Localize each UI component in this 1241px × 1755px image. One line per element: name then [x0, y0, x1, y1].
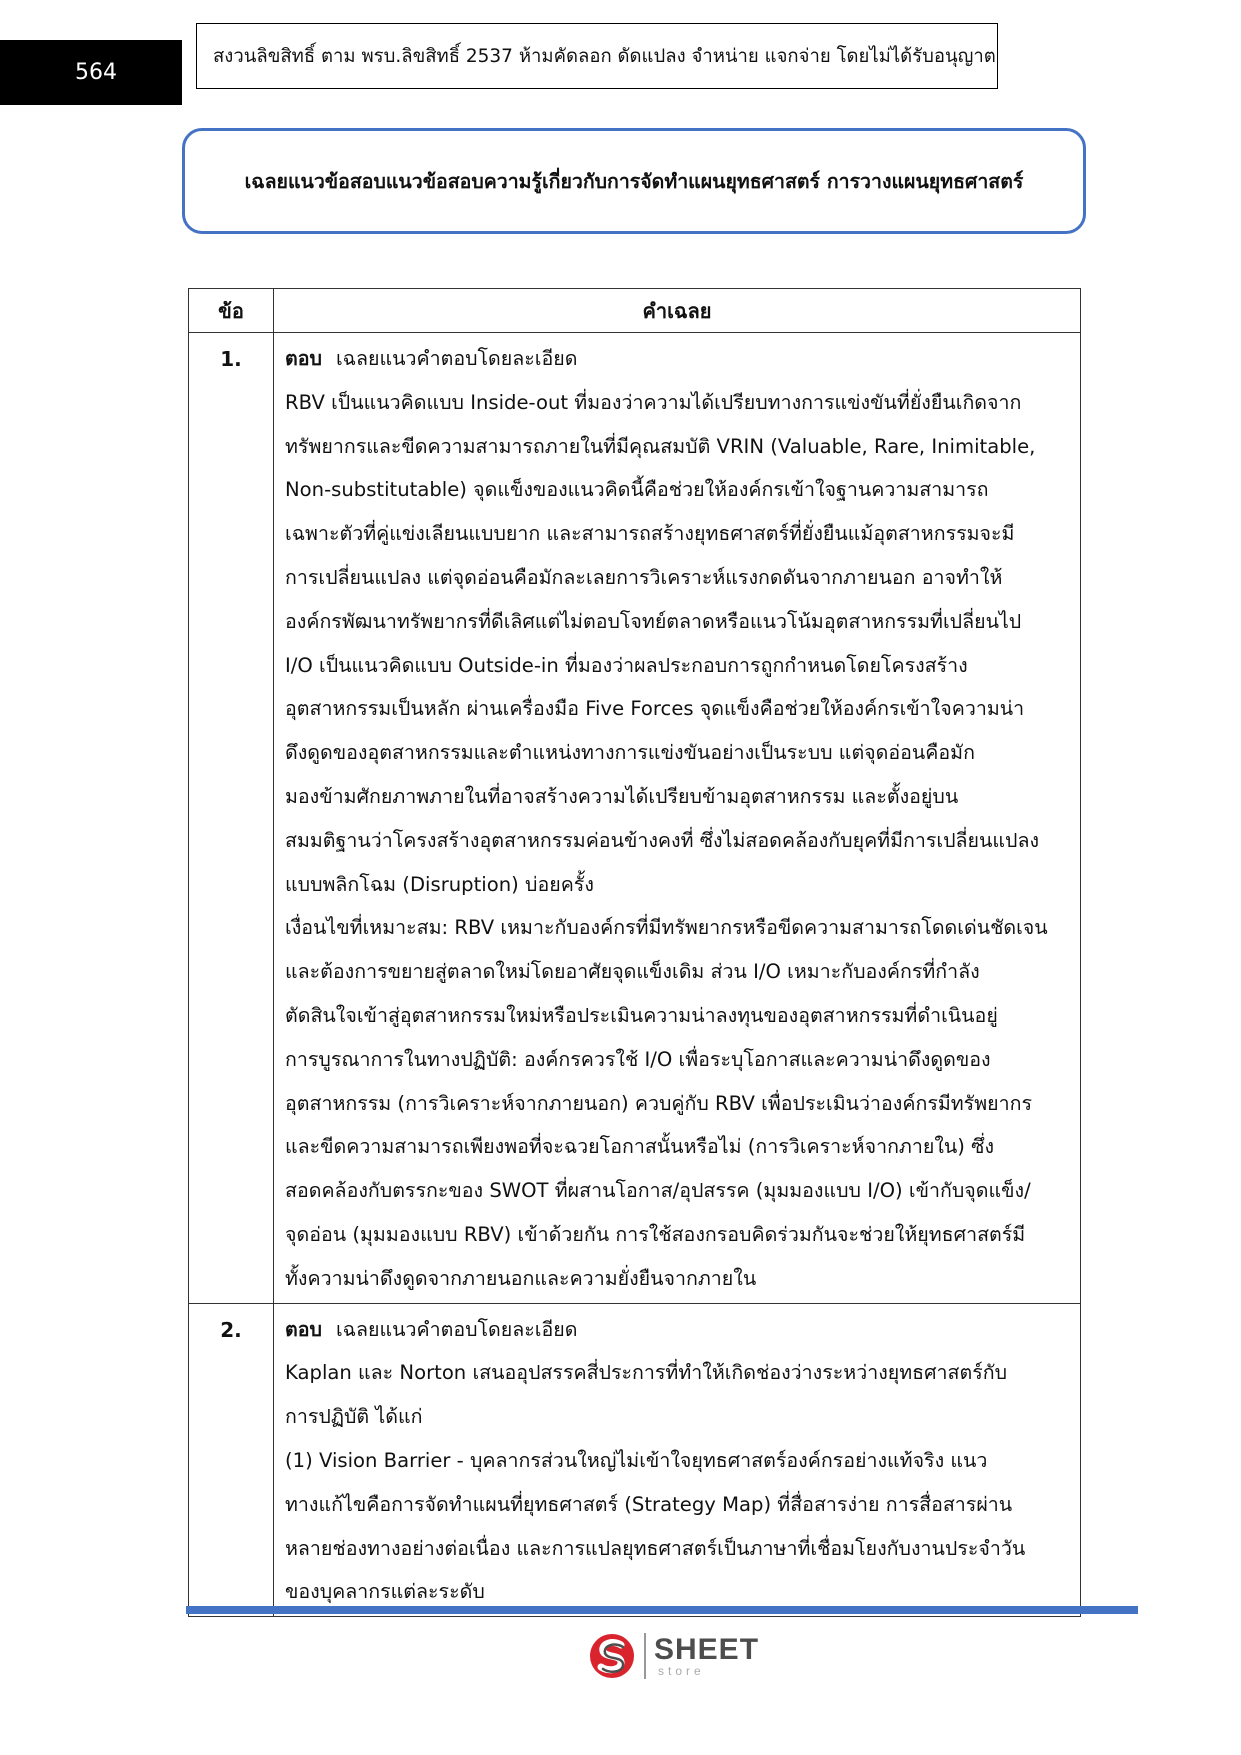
answer-line: ของบุคลากรแต่ละระดับ: [285, 1580, 485, 1604]
answer-line: การบูรณาการในทางปฏิบัติ: องค์กรควรใช้ I/O เพื่อระบุโอกาสและความน่าดึงดูดของ: [285, 1047, 991, 1071]
answer-line: Kaplan และ Norton เสนออุปสรรคสี่ประการที่ทำให้เกิดช่องว่างระหว่างยุทธศาสตร์กับ: [285, 1361, 1008, 1385]
answer-line: สมมติฐานว่าโครงสร้างอุตสาหกรรมค่อนข้างคงที่ ซึ่งไม่สอดคล้องกับยุคที่มีการเปลี่ยนแปลง: [285, 828, 1040, 852]
answer-line: สอดคล้องกับตรรกะของ SWOT ที่ผสานโอกาส/อุปสรรค (มุมมองแบบ I/O) เข้ากับจุดแข็ง/: [285, 1179, 1031, 1203]
answer-line: (1) Vision Barrier - บุคลากรส่วนใหญ่ไม่เข้าใจยุทธศาสตร์องค์กรอย่างแท้จริง แนว: [285, 1448, 988, 1472]
answer-line: ทั้งความน่าดึงดูดจากภายนอกและความยั่งยืนจากภายใน: [285, 1266, 757, 1290]
footer-rule: [186, 1606, 1138, 1614]
answer-line: ทางแก้ไขคือการจัดทำแผนที่ยุทธศาสตร์ (Strategy Map) ที่สื่อสารง่าย การสื่อสารผ่าน: [285, 1492, 1013, 1516]
table-row: [189, 333, 1081, 1304]
logo-subword: store: [658, 1664, 705, 1678]
answer-text: เฉลยแนวคำตอบโดยละเอียด: [335, 1317, 578, 1341]
answer-table: [188, 288, 1081, 1617]
copyright-notice: สงวนลิขสิทธิ์ ตาม พรบ.ลิขสิทธิ์ 2537 ห้ามคัดลอก ดัดแปลง จำหน่าย แจกจ่าย โดยไม่ได้รับอนุญาต: [196, 23, 998, 89]
answer-line: เงื่อนไขที่เหมาะสม: RBV เหมาะกับองค์กรที่มีทรัพยากรหรือขีดความสามารถโดดเด่นชัดเจน: [285, 916, 1048, 940]
answer-line: [285, 337, 1072, 381]
table-header-row: [189, 289, 1081, 333]
logo-word: SHEET: [654, 1633, 760, 1666]
answer-cell: [274, 333, 1081, 1304]
answer-line: RBV เป็นแนวคิดแบบ Inside-out ที่มองว่าความได้เปรียบทางการแข่งขันที่ยั่งยืนเกิดจาก: [285, 390, 1022, 414]
answer-line: ดึงดูดของอุตสาหกรรมและตำแหน่งทางการแข่งขันอย่างเป็นระบบ แต่จุดอ่อนคือมัก: [285, 741, 975, 765]
answer-line: การเปลี่ยนแปลง แต่จุดอ่อนคือมักละเลยการวิเคราะห์แรงกดดันจากภายนอก อาจทำให้: [285, 565, 1003, 589]
answer-line: และต้องการขยายสู่ตลาดใหม่โดยอาศัยจุดแข็งเดิม ส่วน I/O เหมาะกับองค์กรที่กำลัง: [285, 960, 980, 984]
answer-line: หลายช่องทางอย่างต่อเนื่อง และการแปลยุทธศาสตร์เป็นภาษาที่เชื่อมโยงกับงานประจำวัน: [285, 1536, 1026, 1560]
question-number: 1.: [189, 333, 274, 1304]
answer-line: และขีดความสามารถเพียงพอที่จะฉวยโอกาสนั้นหรือไม่ (การวิเคราะห์จากภายใน) ซึ่ง: [285, 1135, 995, 1159]
answer-prefix: ตอบ: [285, 347, 322, 370]
answer-line: แบบพลิกโฉม (Disruption) บ่อยครั้ง: [285, 872, 594, 896]
answer-line: [285, 1308, 1072, 1352]
answer-line: I/O เป็นแนวคิดแบบ Outside-in ที่มองว่าผลประกอบการถูกกำหนดโดยโครงสร้าง: [285, 653, 968, 677]
answer-line: จุดอ่อน (มุมมองแบบ RBV) เข้าด้วยกัน การใช้สองกรอบคิดร่วมกันจะช่วยให้ยุทธศาสตร์มี: [285, 1222, 1026, 1246]
answer-line: มองข้ามศักยภาพภายในที่อาจสร้างความได้เปรียบข้ามอุตสาหกรรม และตั้งอยู่บน: [285, 784, 959, 808]
answer-line: เฉพาะตัวที่คู่แข่งเลียนแบบยาก และสามารถสร้างยุทธศาสตร์ที่ยั่งยืนแม้อุตสาหกรรมจะมี: [285, 522, 1015, 546]
answer-cell: [274, 1303, 1081, 1617]
answer-line: ทรัพยากรและขีดความสามารถภายในที่มีคุณสมบัติ VRIN (Valuable, Rare, Inimitable,: [285, 434, 1036, 458]
sheet-store-logo: [586, 1628, 759, 1684]
column-header-number: ข้อ: [189, 289, 274, 333]
page-number: 564: [0, 40, 182, 105]
answer-line: องค์กรพัฒนาทรัพยากรที่ดีเลิศแต่ไม่ตอบโจทย์ตลาดหรือแนวโน้มอุตสาหกรรมที่เปลี่ยนไป: [285, 609, 1022, 633]
answer-line: Non-substitutable) จุดแข็งของแนวคิดนี้คือช่วยให้องค์กรเข้าใจฐานความสามารถ: [285, 478, 989, 502]
logo-separator: [644, 1633, 646, 1679]
s-logo-icon: [586, 1630, 638, 1682]
answer-line: ตัดสินใจเข้าสู่อุตสาหกรรมใหม่หรือประเมินความน่าลงทุนของอุตสาหกรรมที่ดำเนินอยู่: [285, 1003, 998, 1027]
column-header-answer: คำเฉลย: [274, 289, 1081, 333]
question-number: 2.: [189, 1303, 274, 1617]
answer-line: การปฏิบัติ ได้แก่: [285, 1405, 423, 1429]
answer-line: อุตสาหกรรมเป็นหลัก ผ่านเครื่องมือ Five Forces จุดแข็งคือช่วยให้องค์กรเข้าใจความน่า: [285, 697, 1025, 721]
answer-prefix: ตอบ: [285, 1317, 322, 1341]
page-title: เฉลยแนวข้อสอบแนวข้อสอบความรู้เกี่ยวกับการจัดทำแผนยุทธศาสตร์ การวางแผนยุทธศาสตร์: [182, 128, 1086, 234]
answer-text: เฉลยแนวคำตอบโดยละเอียด: [335, 347, 578, 370]
table-row: [189, 1303, 1081, 1617]
answer-line: อุตสาหกรรม (การวิเคราะห์จากภายนอก) ควบคู่กับ RBV เพื่อประเมินว่าองค์กรมีทรัพยากร: [285, 1091, 1032, 1115]
